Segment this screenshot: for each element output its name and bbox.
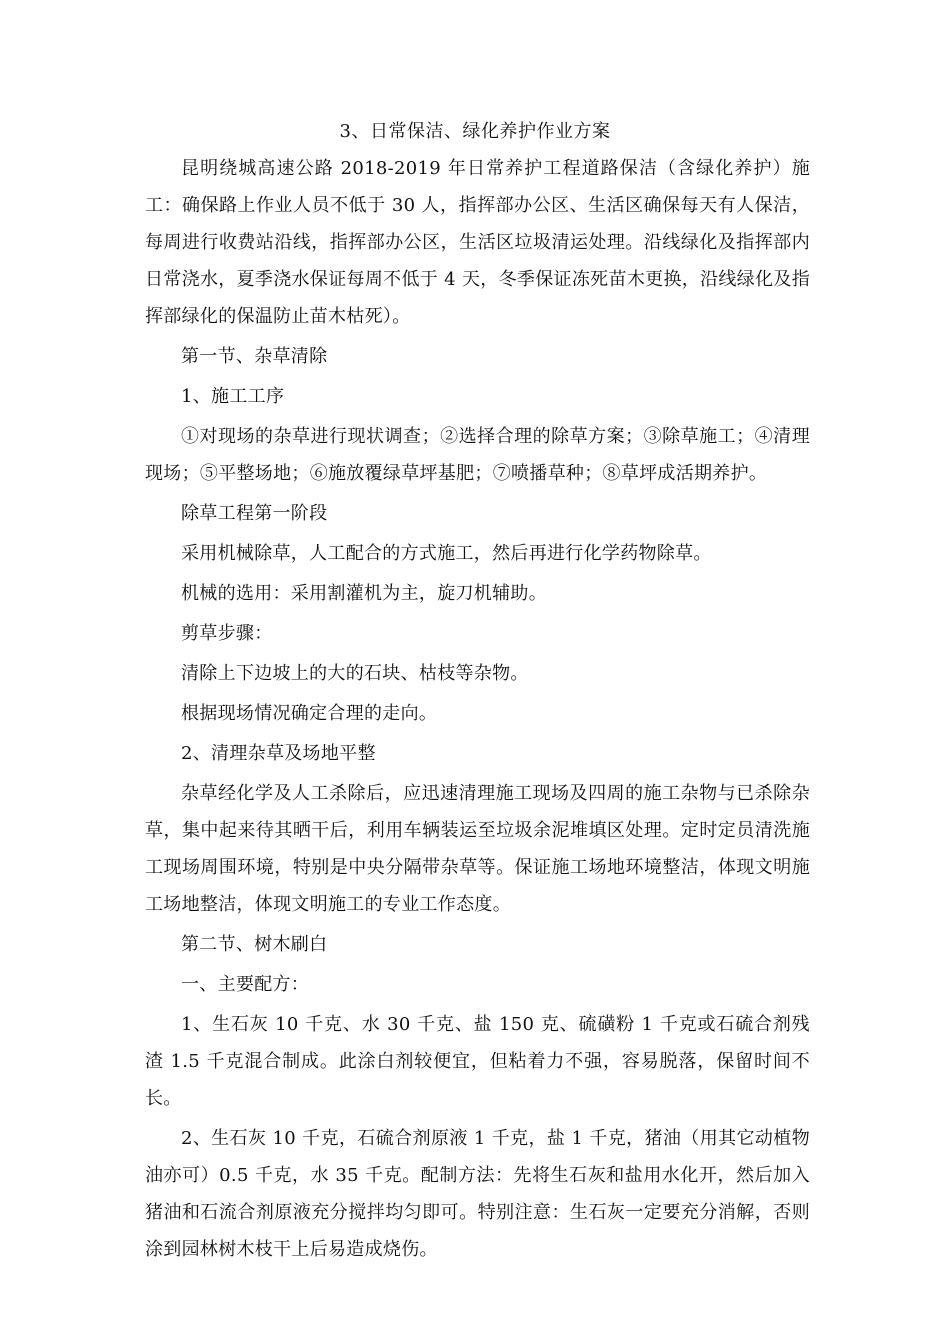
cleanup-paragraph: 杂草经化学及人工杀除后，应迅速清理施工现场及四周的施工杂物与已杀除杂草，集中起来待其晒干后，利用车辆装运至垃圾余泥堆填区处理。定时定员清洗施工现场周围环境，特别是中央分隔带杂草等。保证施工场地环境整洁，体现文明施工场地整洁，体现文明施工的专业工作态度。: [145, 783, 810, 915]
intro-paragraph: 昆明绕城高速公路 2018-2019 年日常养护工程道路保洁（含绿化养护）施工：确保路上作业人员不低于 30 人，指挥部办公区、生活区确保每天有人保洁，每周进行收费站沿线，指挥部办公区，生活区垃圾清运处理。沿线绿化及指挥部内日常浇水，夏季浇水保证每周不低于 4 天，冬季保证冻死苗木更换，沿线绿化及指挥部绿化的保温防止苗木枯死）。: [145, 158, 810, 327]
determine-direction-step: 根据现场情况确定合理的走向。: [181, 703, 438, 724]
clear-debris-step: 清除上下边坡上的大的石块、枯枝等杂物。: [181, 663, 529, 684]
section-1-heading: 第一节、杂草清除: [181, 346, 328, 367]
document-body: [145, 150, 810, 1268]
subsection-construction-process: 1、施工工序: [181, 386, 285, 407]
machinery-selection: 机械的选用：采用割灌机为主，旋刀机辅助。: [181, 583, 547, 604]
weeding-stage-one: 除草工程第一阶段: [181, 503, 328, 524]
formula-1-paragraph: 1、生石灰 10 千克、水 30 千克、盐 150 克、硫磺粉 1 千克或石硫合剂残渣 1.5 千克混合制成。此涂白剂较便宜，但粘着力不强，容易脱落，保留时间不长。: [145, 1014, 810, 1109]
section-2-heading: 第二节、树木刷白: [181, 934, 328, 955]
process-steps-paragraph: ①对现场的杂草进行现状调查；②选择合理的除草方案；③除草施工；④清理现场；⑤平整场地；⑥施放覆绿草坪基肥；⑦喷播草种；⑧草坪成活期养护。: [145, 426, 810, 484]
main-formula-heading: 一、主要配方：: [181, 974, 310, 995]
document-title: 3、日常保洁、绿化养护作业方案: [339, 121, 611, 142]
subsection-cleanup: 2、清理杂草及场地平整: [181, 743, 376, 764]
weeding-method: 采用机械除草，人工配合的方式施工，然后再进行化学药物除草。: [181, 543, 712, 564]
mowing-steps-label: 剪草步骤：: [181, 623, 273, 644]
formula-2-paragraph: 2、生石灰 10 千克，石硫合剂原液 1 千克，盐 1 千克，猪油（用其它动植物油亦可）0.5 千克，水 35 千克。配制方法：先将生石灰和盐用水化开，然后加入猪油和石流合剂原液充分搅拌均匀即可。特别注意：生石灰一定要充分消解，否则涂到园林树木枝干上后易造成烧伤。: [145, 1128, 810, 1260]
